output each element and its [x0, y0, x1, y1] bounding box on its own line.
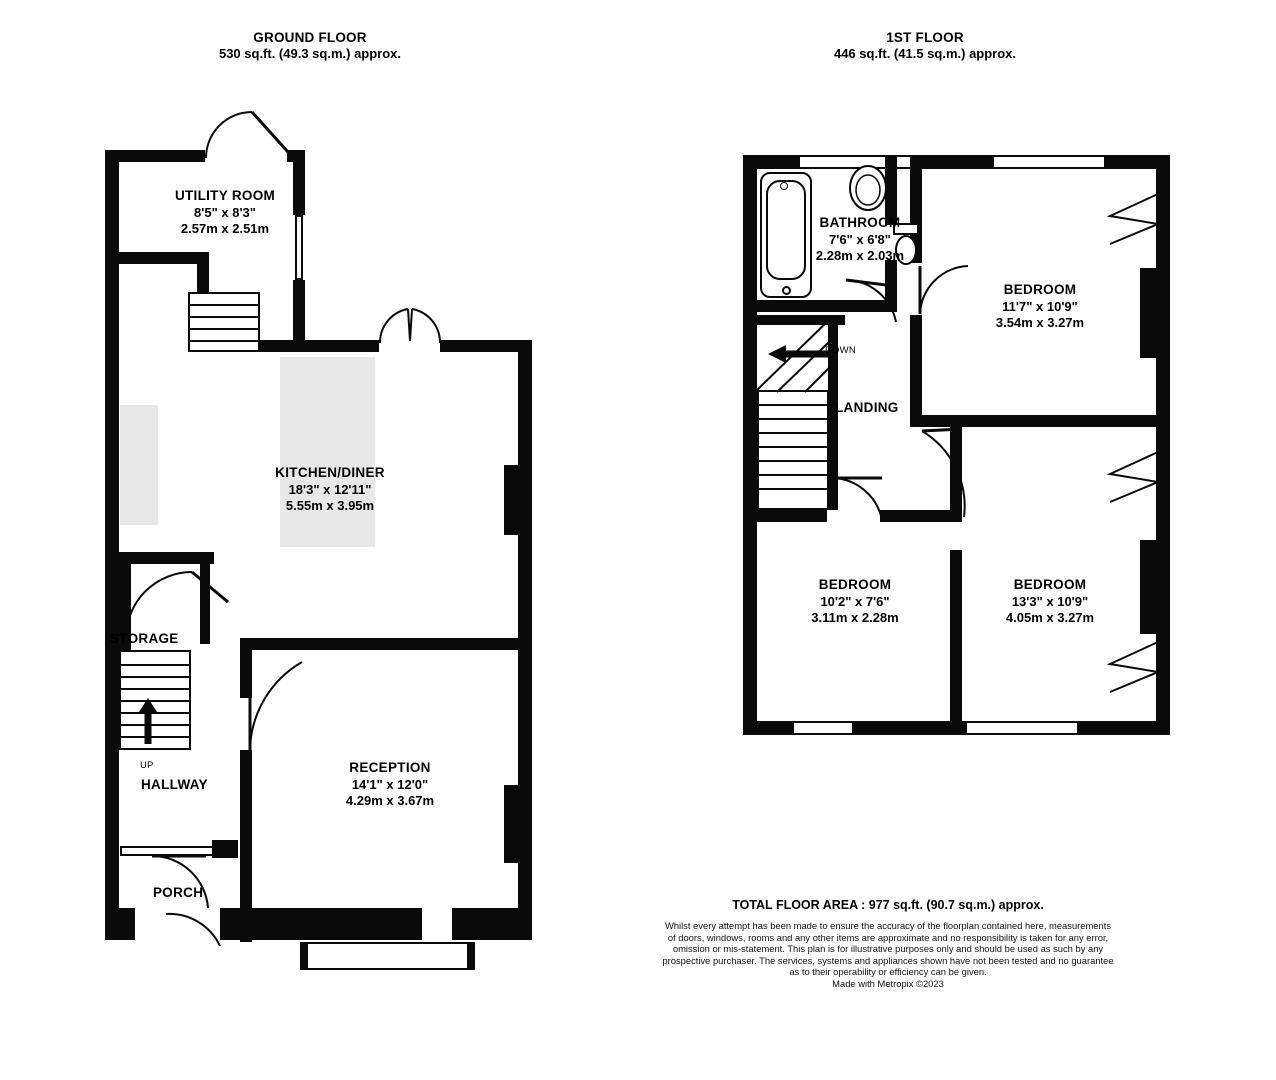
disclaimer-line-4: prospective purchaser. The services, systems and appliances shown have not been tested and no guarantee — [662, 954, 1114, 966]
wall-kitchen-right-lower — [518, 530, 532, 640]
door-reception — [246, 640, 312, 755]
room-dim-ft-bedroom3: 13'3" x 10'9" — [1011, 593, 1089, 609]
room-dim-m-bedroom1: 3.54m x 3.27m — [995, 315, 1085, 330]
room-label-reception — [290, 760, 490, 810]
bedroom1-corner-detail-icon — [1092, 192, 1162, 254]
disclaimer-line-2: of doors, windows, rooms and any other items are approximate and no responsibility is taken for any error, — [667, 931, 1109, 943]
room-dim-ft-utility: 8'5" x 8'3" — [194, 204, 256, 220]
stairs-down-arrow-icon — [766, 342, 834, 366]
door-kitchen-top-double — [378, 305, 444, 345]
window-bedroom2-bottom — [792, 721, 858, 735]
first-floor-area: 446 sq.ft. (41.5 sq.m.) approx. — [833, 46, 1017, 61]
wall-reception-bottom-right — [452, 908, 532, 940]
room-name-bathroom: BATHROOM — [819, 215, 901, 230]
room-dim-ft-kitchen: 18'3" x 12'11" — [288, 481, 372, 497]
room-label-bathroom — [770, 215, 950, 265]
room-label-bedroom3 — [955, 577, 1145, 627]
wall-porch-right-base — [220, 908, 310, 940]
wall-bedroom2-top-left — [757, 510, 827, 522]
bathtub-tap-icon — [780, 182, 788, 190]
room-name-bedroom3: BEDROOM — [1013, 577, 1087, 592]
window-bay-front-right-post — [467, 942, 475, 970]
wall-first-top-mid — [910, 155, 998, 169]
stairs-upper-ground — [188, 292, 260, 352]
wall-kitchen-bottom-left — [119, 552, 214, 564]
ground-floor-title: GROUND FLOOR — [253, 30, 367, 45]
kitchen-floor-fill-left — [120, 405, 158, 525]
room-name-kitchen: KITCHEN/DINER — [275, 465, 385, 480]
room-label-utility — [130, 188, 320, 238]
first-floor-plan — [740, 150, 1180, 750]
room-dim-m-utility: 2.57m x 2.51m — [180, 221, 270, 236]
stairs-up-label: UP — [140, 760, 154, 771]
wall-first-bottom-right — [1077, 721, 1170, 735]
ground-floor-plan — [100, 120, 550, 990]
room-dim-ft-bathroom: 7'6" x 6'8" — [829, 231, 891, 247]
room-label-hallway: HALLWAY — [141, 777, 208, 792]
window-reception-right — [504, 785, 532, 863]
ground-floor-area: 530 sq.ft. (49.3 sq.m.) approx. — [218, 46, 402, 61]
door-bedroom2 — [826, 472, 886, 524]
wall-utility-bottom — [119, 252, 209, 264]
wall-first-bottom-left — [743, 721, 799, 735]
wall-porch-left-base — [105, 908, 135, 940]
disclaimer-line-1: Whilst every attempt has been made to ensure the accuracy of the floorplan contained here, measurements — [664, 920, 1112, 931]
stairs-up-arrow-icon — [136, 698, 160, 746]
room-dim-m-bathroom: 2.28m x 2.03m — [815, 248, 905, 263]
room-name-bedroom1: BEDROOM — [1003, 282, 1077, 297]
room-dim-ft-reception: 14'1" x 12'0" — [351, 776, 429, 792]
made-with-credit: Made with Metropix ©2023 — [832, 977, 944, 989]
door-bedroom3 — [916, 425, 968, 525]
footer-block — [588, 898, 1188, 990]
door-porch-external — [162, 910, 228, 952]
window-bedroom3-bottom — [965, 721, 1083, 735]
total-floor-area: TOTAL FLOOR AREA : 977 sq.ft. (90.7 sq.m.) approx. — [732, 898, 1044, 912]
door-porch — [148, 850, 234, 912]
basin-icon — [846, 162, 890, 212]
room-label-kitchen — [215, 465, 445, 515]
kitchen-floor-fill — [280, 357, 375, 547]
room-label-storage: STORAGE — [110, 631, 179, 646]
disclaimer — [588, 920, 1188, 978]
room-dim-m-kitchen: 5.55m x 3.95m — [285, 498, 375, 513]
room-label-landing: LANDING — [835, 400, 899, 415]
wall-reception-bottom-left — [312, 908, 422, 940]
room-name-bedroom2: BEDROOM — [818, 577, 892, 592]
room-dim-ft-bedroom2: 10'2" x 7'6" — [820, 593, 890, 609]
room-dim-m-bedroom3: 4.05m x 3.27m — [1005, 610, 1095, 625]
stairs-landing — [757, 390, 829, 510]
window-bedroom1-right — [1140, 268, 1170, 358]
window-bay-front — [300, 942, 475, 970]
door-bathroom — [838, 278, 900, 326]
room-label-bedroom1 — [940, 282, 1140, 332]
window-bay-front-left-post — [300, 942, 308, 970]
room-name-reception: RECEPTION — [349, 760, 431, 775]
bedroom3-corner-detail-bottom-icon — [1092, 640, 1162, 702]
wall-kitchen-right-upper — [518, 340, 532, 470]
room-label-porch: PORCH — [153, 885, 204, 900]
wall-first-left-outer — [743, 155, 757, 735]
wall-reception-right-upper — [518, 638, 532, 788]
door-utility-external — [196, 110, 306, 165]
room-dim-m-bedroom2: 3.11m x 2.28m — [811, 610, 899, 625]
window-kitchen-right — [504, 465, 532, 535]
room-dim-ft-bedroom1: 11'7" x 10'9" — [1002, 298, 1078, 314]
first-floor-title: 1ST FLOOR — [886, 30, 964, 45]
window-bedroom1-top — [992, 155, 1110, 169]
wall-landing-bedroom1-lower — [910, 315, 922, 425]
stairs-down-label: DOWN — [825, 345, 856, 356]
room-name-utility: UTILITY ROOM — [174, 188, 276, 203]
wall-kitchen-top-right — [440, 340, 530, 352]
bathtub-drain-icon — [782, 286, 791, 295]
bedroom3-corner-detail-top-icon — [1092, 450, 1162, 512]
wall-porch-return — [300, 908, 312, 940]
disclaimer-line-5: as to their operability or efficiency can be given. — [789, 966, 987, 978]
room-label-bedroom2 — [765, 577, 945, 627]
wall-utility-top-left — [105, 150, 205, 162]
room-dim-m-reception: 4.29m x 3.67m — [345, 793, 435, 808]
disclaimer-line-3: omission or mis-statement. This plan is for illustrative purposes only and should be used as such by any — [672, 943, 1104, 955]
